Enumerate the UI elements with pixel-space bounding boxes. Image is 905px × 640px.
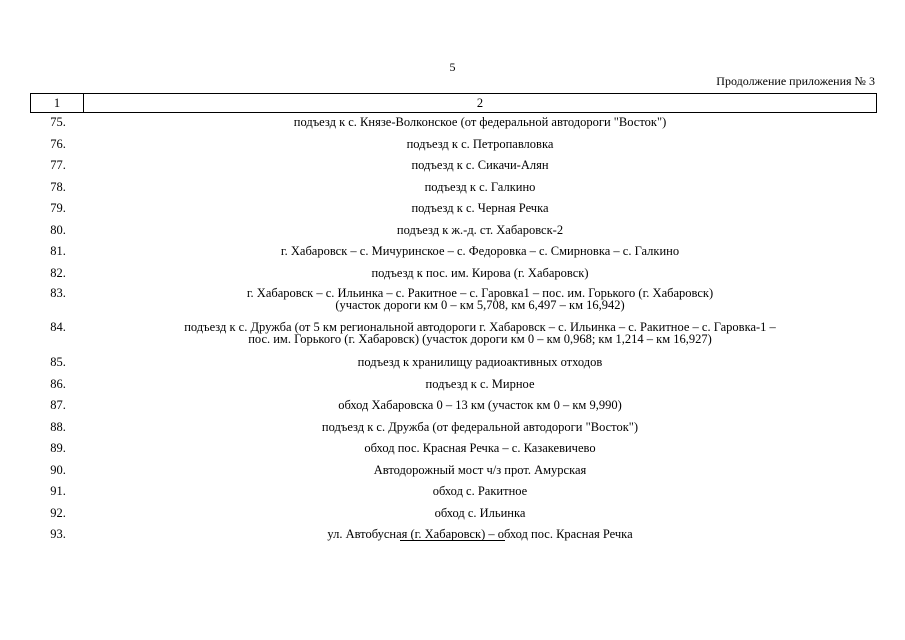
row-number: 87. (50, 398, 66, 412)
road-name-cell (84, 135, 877, 157)
table-row (31, 319, 877, 353)
road-name-line: подъезд к с. Дружба (от 5 км региональной автодороги г. Хабаровск – с. Ильинка – с. Ракитное – с. Гаровка-1 – (184, 320, 776, 334)
road-name-line: подъезд к с. Черная Речка (411, 201, 549, 215)
row-number: 75. (50, 115, 66, 129)
row-number: 82. (50, 265, 66, 280)
table-row (31, 221, 877, 243)
road-name-line: г. Хабаровск – с. Ильинка – с. Ракитное – с. Гаровка1 – пос. им. Горького (г. Хабаровск) (246, 286, 714, 300)
road-name-cell (84, 418, 877, 440)
road-name-cell (84, 285, 877, 319)
road-name-cell (84, 199, 877, 221)
table-row (31, 504, 877, 526)
row-number: 77. (50, 158, 66, 172)
table-row (31, 439, 877, 461)
road-name-line: обход Хабаровска 0 – 13 км (участок км 0 – км 9,990) (338, 398, 622, 412)
road-name-line: Автодорожный мост ч/з прот. Амурская (373, 462, 587, 477)
end-separator-line (400, 540, 505, 541)
road-name-line: подъезд к с. Князе-Волконское (от федеральной автодороги "Восток") (293, 115, 667, 129)
road-name-cell (84, 319, 877, 353)
row-number: 86. (50, 376, 66, 391)
table-row (31, 418, 877, 440)
road-name-line: подъезд к с. Дружба (от федеральной автодороги "Восток") (321, 419, 639, 434)
road-name-line: г. Хабаровск – с. Мичуринское – с. Федоровка – с. Смирновка – с. Галкино (280, 244, 680, 258)
row-number: 76. (50, 136, 66, 151)
table-row (31, 199, 877, 221)
road-name-cell (84, 113, 877, 135)
road-name-line: обход с. Ракитное (432, 484, 528, 498)
row-number: 79. (50, 201, 66, 215)
road-name-line: подъезд к пос. им. Кирова (г. Хабаровск) (371, 265, 589, 280)
row-number: 92. (50, 505, 66, 520)
road-name-line: подъезд к с. Петропавловка (406, 136, 554, 151)
road-name-line: обход пос. Красная Речка – с. Казакевичево (364, 441, 596, 455)
road-name-cell (84, 221, 877, 243)
row-number: 88. (50, 419, 66, 434)
road-name-line: подъезд к с. Мирное (425, 376, 535, 391)
table-row (31, 264, 877, 286)
table-row (31, 113, 877, 135)
road-name-cell (84, 504, 877, 526)
road-name-line: ул. Автобусная (г. Хабаровск) – обход пос. Красная Речка (327, 527, 633, 541)
road-name-line: пос. им. Горького (г. Хабаровск) (участок дороги км 0 – км 0,968; км 1,214 – км 16,927) (248, 332, 712, 346)
row-number: 90. (50, 462, 66, 477)
road-name-cell (84, 439, 877, 461)
road-name-line: подъезд к хранилищу радиоактивных отходов (357, 355, 603, 369)
table-row (31, 156, 877, 178)
road-name-line: подъезд к с. Галкино (424, 179, 536, 194)
column-header-name: 2 (84, 94, 877, 113)
table-row (31, 482, 877, 504)
table-row (31, 285, 877, 319)
roads-table (30, 93, 877, 547)
table-row (31, 461, 877, 483)
table-header-row (31, 94, 877, 113)
column-header-number: 1 (31, 94, 84, 113)
road-name-cell (84, 525, 877, 547)
row-number: 83. (50, 286, 66, 300)
appendix-continuation-note: Продолжение приложения № 3 (716, 74, 875, 88)
road-name-line: подъезд к ж.-д. ст. Хабаровск-2 (396, 222, 564, 237)
table-body (31, 113, 877, 547)
row-number: 89. (50, 441, 66, 455)
table-row (31, 242, 877, 264)
row-number: 81. (50, 244, 66, 258)
road-name-cell (84, 178, 877, 200)
table-row (31, 353, 877, 375)
road-name-line: (участок дороги км 0 – км 5,708, км 6,497 – км 16,942) (335, 298, 625, 312)
road-name-cell (84, 264, 877, 286)
table-row (31, 525, 877, 547)
row-number: 78. (50, 179, 66, 194)
road-name-cell (84, 482, 877, 504)
road-name-line: подъезд к с. Сикачи-Алян (411, 158, 549, 172)
road-name-cell (84, 156, 877, 178)
road-name-line: обход с. Ильинка (434, 505, 526, 520)
road-name-cell (84, 396, 877, 418)
table-row (31, 396, 877, 418)
page-number: 5 (449, 60, 456, 74)
row-number: 91. (50, 484, 66, 498)
row-number: 80. (50, 222, 66, 237)
road-name-cell (84, 242, 877, 264)
table-row (31, 375, 877, 397)
row-number: 84. (50, 320, 66, 334)
table-row (31, 178, 877, 200)
row-number: 93. (50, 527, 66, 541)
table-row (31, 135, 877, 157)
row-number: 85. (50, 355, 66, 369)
road-name-cell (84, 461, 877, 483)
road-name-cell (84, 375, 877, 397)
road-name-cell (84, 353, 877, 375)
